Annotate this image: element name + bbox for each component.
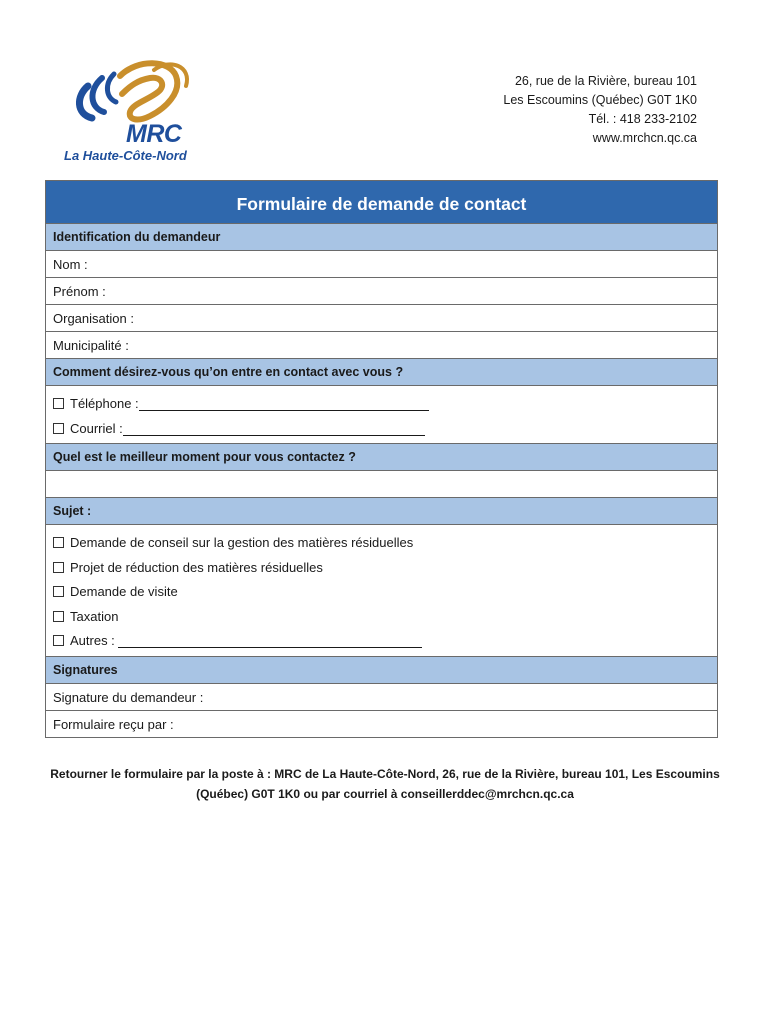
autres-line-field[interactable]	[118, 633, 422, 648]
section-best-moment: Quel est le meilleur moment pour vous contactez ?	[46, 444, 717, 471]
conseil-label: Demande de conseil sur la gestion des matières résiduelles	[70, 535, 414, 550]
signature-demandeur-field[interactable]: Signature du demandeur :	[46, 684, 717, 711]
reduction-checkbox[interactable]	[53, 562, 64, 573]
return-instructions-line1: Retourner le formulaire par la poste à : MRC de La Haute-Côte-Nord, 26, rue de la Rivière, bureau 101, Les Escoumins	[50, 767, 720, 781]
autres-label: Autres :	[70, 633, 115, 648]
organisation-field[interactable]: Organisation :	[46, 305, 717, 332]
section-contact-method: Comment désirez-vous qu’on entre en contact avec vous ?	[46, 359, 717, 386]
reduction-label: Projet de réduction des matières résiduelles	[70, 559, 323, 575]
telephone-line-field[interactable]	[139, 396, 429, 411]
contact-method-options	[46, 386, 717, 444]
telephone-option	[53, 392, 717, 417]
sujet-option-reduction	[53, 556, 717, 581]
taxation-checkbox[interactable]	[53, 611, 64, 622]
return-instructions-line2: (Québec) G0T 1K0 ou par courriel à conseillerddec@mrchcn.qc.ca	[196, 787, 574, 801]
conseil-checkbox[interactable]	[53, 537, 64, 548]
autres-checkbox[interactable]	[53, 635, 64, 646]
address-block	[503, 72, 697, 148]
section-signatures: Signatures	[46, 657, 717, 684]
visite-label: Demande de visite	[70, 584, 178, 599]
courriel-line-field[interactable]	[123, 421, 425, 436]
sujet-option-visite	[53, 580, 717, 605]
address-city: Les Escoumins (Québec) G0T 1K0	[503, 93, 697, 107]
municipalite-field[interactable]: Municipalité :	[46, 332, 717, 359]
courriel-label: Courriel :	[70, 420, 123, 436]
courriel-option	[53, 417, 717, 442]
taxation-label: Taxation	[70, 608, 119, 624]
sujet-option-conseil	[53, 531, 717, 556]
contact-form	[45, 180, 718, 738]
nom-field[interactable]: Nom :	[46, 251, 717, 278]
visite-checkbox[interactable]	[53, 586, 64, 597]
sujet-option-autres	[53, 629, 717, 654]
return-instructions	[40, 764, 730, 804]
courriel-checkbox[interactable]	[53, 423, 64, 434]
form-title: Formulaire de demande de contact	[46, 181, 717, 224]
logo-mrc-text: MRC	[126, 120, 182, 148]
address-website[interactable]: www.mrchcn.qc.ca	[592, 131, 697, 145]
prenom-field[interactable]: Prénom :	[46, 278, 717, 305]
address-phone: Tél. : 418 233-2102	[588, 112, 697, 126]
sujet-options	[46, 525, 717, 657]
section-identification: Identification du demandeur	[46, 224, 717, 251]
best-moment-field[interactable]	[46, 471, 717, 498]
telephone-checkbox[interactable]	[53, 398, 64, 409]
telephone-label: Téléphone :	[70, 396, 139, 411]
sujet-option-taxation	[53, 605, 717, 630]
address-street: 26, rue de la Rivière, bureau 101	[514, 74, 697, 88]
section-sujet: Sujet :	[46, 498, 717, 525]
logo-region-text: La Haute-Côte-Nord	[64, 148, 187, 163]
mrc-logo	[58, 56, 208, 164]
formulaire-recu-field[interactable]: Formulaire reçu par :	[53, 716, 174, 732]
